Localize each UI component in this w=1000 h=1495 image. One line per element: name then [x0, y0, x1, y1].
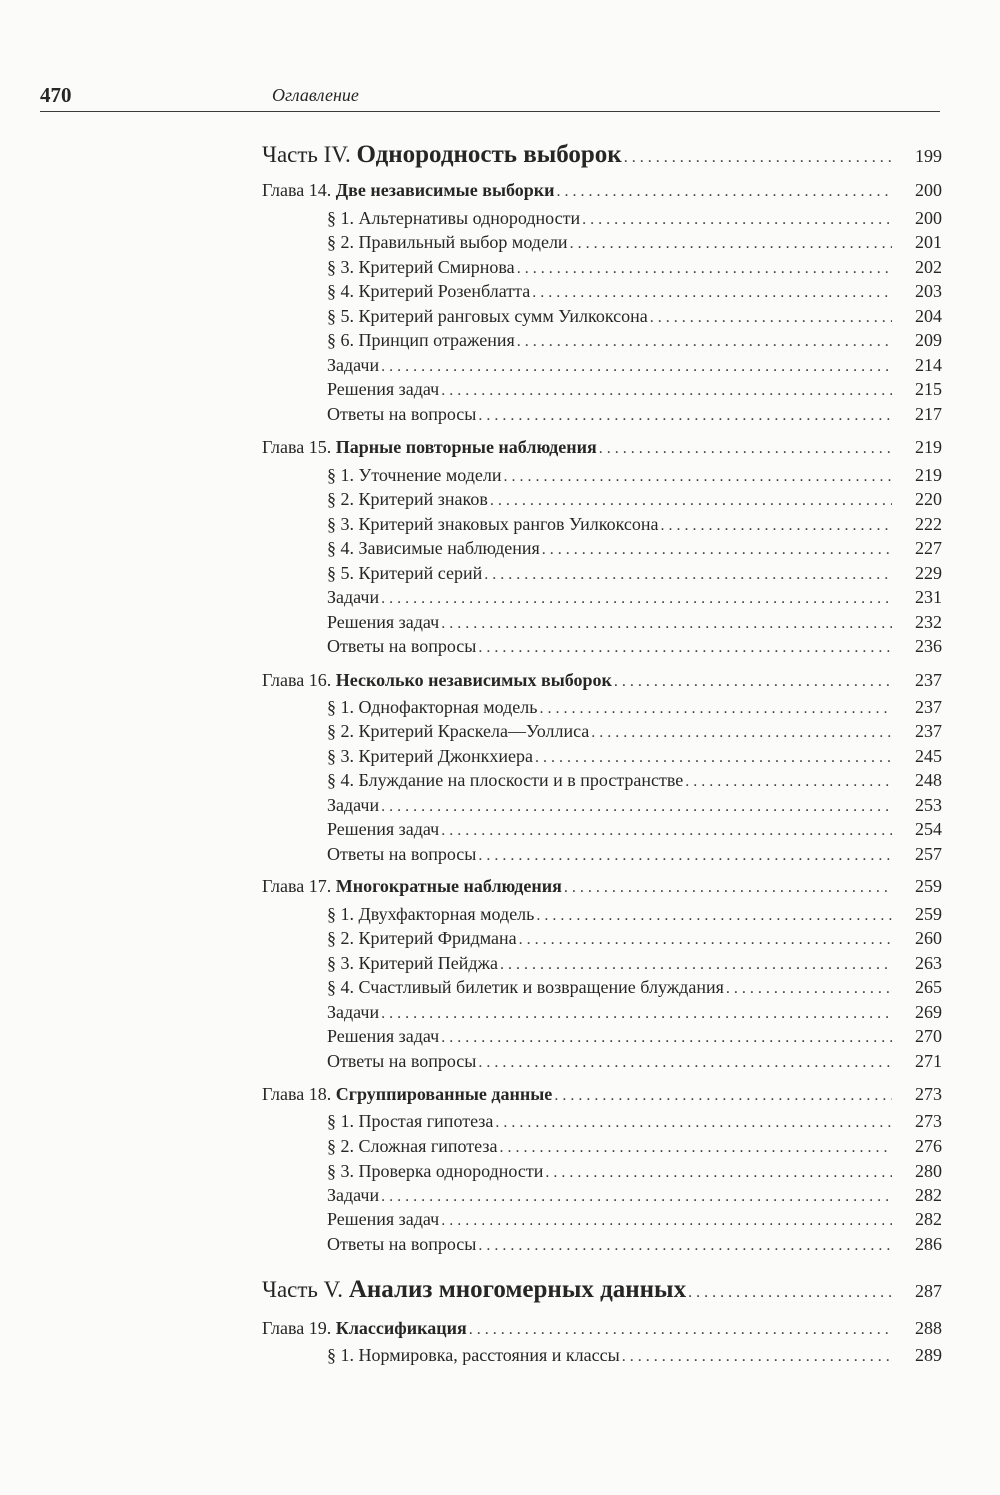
page-ref: 282: [915, 1209, 942, 1229]
leader-dots: [599, 440, 892, 458]
toc-entry[interactable]: [327, 232, 942, 258]
leader-dots: [685, 773, 892, 791]
entry-label: § 3. Проверка однородности: [327, 1161, 544, 1181]
page-ref: 287: [915, 1281, 942, 1301]
chapter-prefix: Глава 16.: [262, 670, 332, 690]
leader-dots: [535, 749, 892, 767]
entry-label: § 3. Критерий Джонкхиера: [327, 746, 534, 766]
page-ref: 200: [915, 180, 942, 200]
leader-dots: [582, 211, 892, 229]
page-ref: 236: [915, 636, 942, 656]
chapter-prefix: Глава 18.: [262, 1084, 332, 1104]
chapter-prefix: Глава 14.: [262, 180, 332, 200]
entry-label: Задачи: [327, 1185, 380, 1205]
entry-label: § 6. Принцип отражения: [327, 330, 515, 350]
entry-label: § 2. Критерий Фридмана: [327, 928, 517, 948]
page-ref: 199: [915, 146, 942, 166]
toc-entry[interactable]: [327, 1234, 942, 1260]
part-title: Однородность выборок: [356, 141, 622, 168]
page-ref: 257: [915, 844, 942, 864]
leader-dots: [478, 639, 892, 657]
entry-label: § 4. Блуждание на плоскости и в пространстве: [327, 770, 684, 790]
leader-dots: [441, 1029, 892, 1047]
entry-label: Ответы на вопросы: [327, 404, 477, 424]
toc-chapter-15[interactable]: [262, 437, 942, 463]
entry-label: Решения задач: [327, 612, 440, 632]
toc-entry[interactable]: [327, 1161, 942, 1187]
page-ref: 201: [915, 232, 942, 252]
toc-entry[interactable]: [327, 770, 942, 796]
leader-dots: [478, 1054, 892, 1072]
entry-label: § 3. Критерий знаковых рангов Уилкоксона: [327, 514, 659, 534]
leader-dots: [726, 980, 892, 998]
leader-dots: [661, 517, 893, 535]
toc-entry[interactable]: [327, 587, 942, 613]
leader-dots: [532, 284, 892, 302]
running-title: Оглавление: [272, 85, 359, 105]
page-ref: 286: [915, 1234, 942, 1254]
leader-dots: [441, 382, 892, 400]
page-ref: 260: [915, 928, 942, 948]
page-ref: 253: [915, 795, 942, 815]
leader-dots: [381, 590, 892, 608]
leader-dots: [591, 724, 892, 742]
page-ref: 215: [915, 379, 942, 399]
chapter-title: Две независимые выборки: [335, 180, 555, 200]
leader-dots: [517, 260, 892, 278]
leader-dots: [650, 309, 892, 327]
entry-label: § 1. Альтернативы однородности: [327, 208, 581, 228]
page-ref: 288: [915, 1318, 942, 1338]
toc-entry[interactable]: [327, 697, 942, 723]
chapter-title: Классификация: [335, 1318, 467, 1338]
toc-entry[interactable]: [327, 514, 942, 540]
toc-entry[interactable]: [327, 819, 942, 845]
toc-entry[interactable]: [327, 1209, 942, 1235]
entry-label: § 1. Простая гипотеза: [327, 1111, 494, 1131]
toc-entry[interactable]: [327, 977, 942, 1003]
page-ref: 227: [915, 538, 942, 558]
page-ref: 209: [915, 330, 942, 350]
toc-entry[interactable]: [327, 208, 942, 234]
entry-label: § 2. Сложная гипотеза: [327, 1136, 498, 1156]
entry-label: Ответы на вопросы: [327, 844, 477, 864]
leader-dots: [517, 333, 892, 351]
part-prefix: Часть V.: [262, 1277, 344, 1302]
toc-part-iv[interactable]: [262, 141, 942, 173]
page-ref: 271: [915, 1051, 942, 1071]
entry-label: Решения задач: [327, 1026, 440, 1046]
chapter-title: Многократные наблюдения: [335, 876, 562, 896]
entry-label: § 4. Критерий Розенблатта: [327, 281, 531, 301]
toc-entry[interactable]: [327, 1345, 942, 1371]
page-ref: 219: [915, 465, 942, 485]
toc-entry[interactable]: [327, 1185, 942, 1211]
toc-entry[interactable]: [327, 721, 942, 747]
toc-entry[interactable]: [327, 379, 942, 405]
toc-entry[interactable]: [327, 1026, 942, 1052]
leader-dots: [381, 1188, 892, 1206]
page-ref: 222: [915, 514, 942, 534]
entry-label: § 4. Счастливый билетик и возвращение блуждания: [327, 977, 724, 997]
leader-dots: [557, 183, 892, 201]
toc-entry[interactable]: [327, 563, 942, 589]
page-ref: 273: [915, 1111, 942, 1131]
page-ref: 204: [915, 306, 942, 326]
leader-dots: [519, 931, 892, 949]
entry-label: § 1. Двухфакторная модель: [327, 904, 535, 924]
toc-entry[interactable]: [327, 538, 942, 564]
toc-entry[interactable]: [327, 355, 942, 381]
toc-chapter-19[interactable]: [262, 1318, 942, 1344]
entry-label: Ответы на вопросы: [327, 1234, 477, 1254]
toc-entry[interactable]: [327, 612, 942, 638]
leader-dots: [688, 1284, 892, 1302]
toc-entry[interactable]: [327, 1136, 942, 1162]
page-ref: 202: [915, 257, 942, 277]
entry-label: Ответы на вопросы: [327, 1051, 477, 1071]
page-ref: 289: [915, 1345, 942, 1365]
leader-dots: [536, 907, 892, 925]
toc-entry[interactable]: [327, 904, 942, 930]
leader-dots: [570, 235, 892, 253]
leader-dots: [564, 879, 892, 897]
leader-dots: [622, 1348, 892, 1366]
toc-entry[interactable]: [327, 489, 942, 515]
entry-label: § 2. Критерий знаков: [327, 489, 488, 509]
leader-dots: [503, 468, 892, 486]
page-ref: 237: [915, 697, 942, 717]
leader-dots: [542, 541, 892, 559]
page-ref: 220: [915, 489, 942, 509]
entry-label: Решения задач: [327, 819, 440, 839]
page-ref: 276: [915, 1136, 942, 1156]
chapter-title: Сгруппированные данные: [335, 1084, 553, 1104]
entry-label: Задачи: [327, 1002, 380, 1022]
page-ref: 232: [915, 612, 942, 632]
leader-dots: [500, 956, 892, 974]
leader-dots: [495, 1114, 892, 1132]
toc-chapter-18[interactable]: [262, 1084, 942, 1110]
page-ref: 282: [915, 1185, 942, 1205]
leader-dots: [441, 615, 892, 633]
entry-label: Ответы на вопросы: [327, 636, 477, 656]
toc-entry[interactable]: [327, 465, 942, 491]
leader-dots: [441, 1212, 892, 1230]
chapter-prefix: Глава 17.: [262, 876, 332, 896]
leader-dots: [614, 673, 892, 691]
leader-dots: [554, 1087, 892, 1105]
toc-entry[interactable]: [327, 1111, 942, 1137]
page-ref: 214: [915, 355, 942, 375]
page-ref: 200: [915, 208, 942, 228]
toc-entry[interactable]: [327, 636, 942, 662]
entry-label: § 4. Зависимые наблюдения: [327, 538, 540, 558]
leader-dots: [469, 1321, 892, 1339]
page-ref: 203: [915, 281, 942, 301]
toc-entry[interactable]: [327, 1002, 942, 1028]
leader-dots: [381, 1005, 892, 1023]
entry-label: § 5. Критерий ранговых сумм Уилкоксона: [327, 306, 648, 326]
leader-dots: [499, 1139, 892, 1157]
leader-dots: [441, 822, 892, 840]
entry-label: § 2. Критерий Краскела—Уоллиса: [327, 721, 590, 741]
toc-entry[interactable]: [327, 1051, 942, 1077]
leader-dots: [478, 407, 892, 425]
toc-entry[interactable]: [327, 746, 942, 772]
page-ref: 217: [915, 404, 942, 424]
leader-dots: [478, 1237, 892, 1255]
toc-entry[interactable]: [327, 281, 942, 307]
page-ref: 259: [915, 904, 942, 924]
entry-label: § 1. Нормировка, расстояния и классы: [327, 1345, 620, 1365]
page-ref: 245: [915, 746, 942, 766]
entry-label: § 1. Однофакторная модель: [327, 697, 538, 717]
chapter-prefix: Глава 19.: [262, 1318, 332, 1338]
toc-part-v[interactable]: [262, 1276, 942, 1308]
entry-label: Решения задач: [327, 1209, 440, 1229]
page-ref: 237: [915, 670, 942, 690]
leader-dots: [624, 149, 892, 167]
entry-label: Решения задач: [327, 379, 440, 399]
leader-dots: [545, 1164, 892, 1182]
toc-entry[interactable]: [327, 404, 942, 430]
entry-label: § 2. Правильный выбор модели: [327, 232, 568, 252]
part-title: Анализ многомерных данных: [348, 1276, 687, 1303]
leader-dots: [539, 700, 892, 718]
chapter-prefix: Глава 15.: [262, 437, 332, 457]
page-ref: 280: [915, 1161, 942, 1181]
entry-label: § 1. Уточнение модели: [327, 465, 502, 485]
entry-label: § 3. Критерий Пейджа: [327, 953, 498, 973]
leader-dots: [381, 358, 892, 376]
toc-entry[interactable]: [327, 928, 942, 954]
page-ref: 229: [915, 563, 942, 583]
entry-label: Задачи: [327, 587, 380, 607]
toc-entry[interactable]: [327, 844, 942, 870]
page-ref: 259: [915, 876, 942, 896]
leader-dots: [478, 847, 892, 865]
toc-entry[interactable]: [327, 330, 942, 356]
toc-chapter-17[interactable]: [262, 876, 942, 902]
leader-dots: [490, 492, 892, 510]
page-ref: 269: [915, 1002, 942, 1022]
toc-chapter-16[interactable]: [262, 670, 942, 696]
toc-entry[interactable]: [327, 257, 942, 283]
page-ref: 237: [915, 721, 942, 741]
page-ref: 248: [915, 770, 942, 790]
page-header: [40, 83, 940, 112]
page-ref: 273: [915, 1084, 942, 1104]
chapter-title: Несколько независимых выборок: [335, 670, 612, 690]
toc-entry[interactable]: [327, 306, 942, 332]
toc-entry[interactable]: [327, 953, 942, 979]
toc-chapter-14[interactable]: [262, 180, 942, 206]
chapter-title: Парные повторные наблюдения: [335, 437, 597, 457]
entry-label: Задачи: [327, 355, 380, 375]
entry-label: Задачи: [327, 795, 380, 815]
leader-dots: [484, 566, 892, 584]
part-prefix: Часть IV.: [262, 142, 351, 167]
page-number: 470: [40, 83, 72, 107]
page-ref: 219: [915, 437, 942, 457]
page-ref: 263: [915, 953, 942, 973]
leader-dots: [381, 798, 892, 816]
entry-label: § 5. Критерий серий: [327, 563, 483, 583]
entry-label: § 3. Критерий Смирнова: [327, 257, 515, 277]
page-ref: 254: [915, 819, 942, 839]
page-ref: 270: [915, 1026, 942, 1046]
toc-entry[interactable]: [327, 795, 942, 821]
page-ref: 231: [915, 587, 942, 607]
page-ref: 265: [915, 977, 942, 997]
